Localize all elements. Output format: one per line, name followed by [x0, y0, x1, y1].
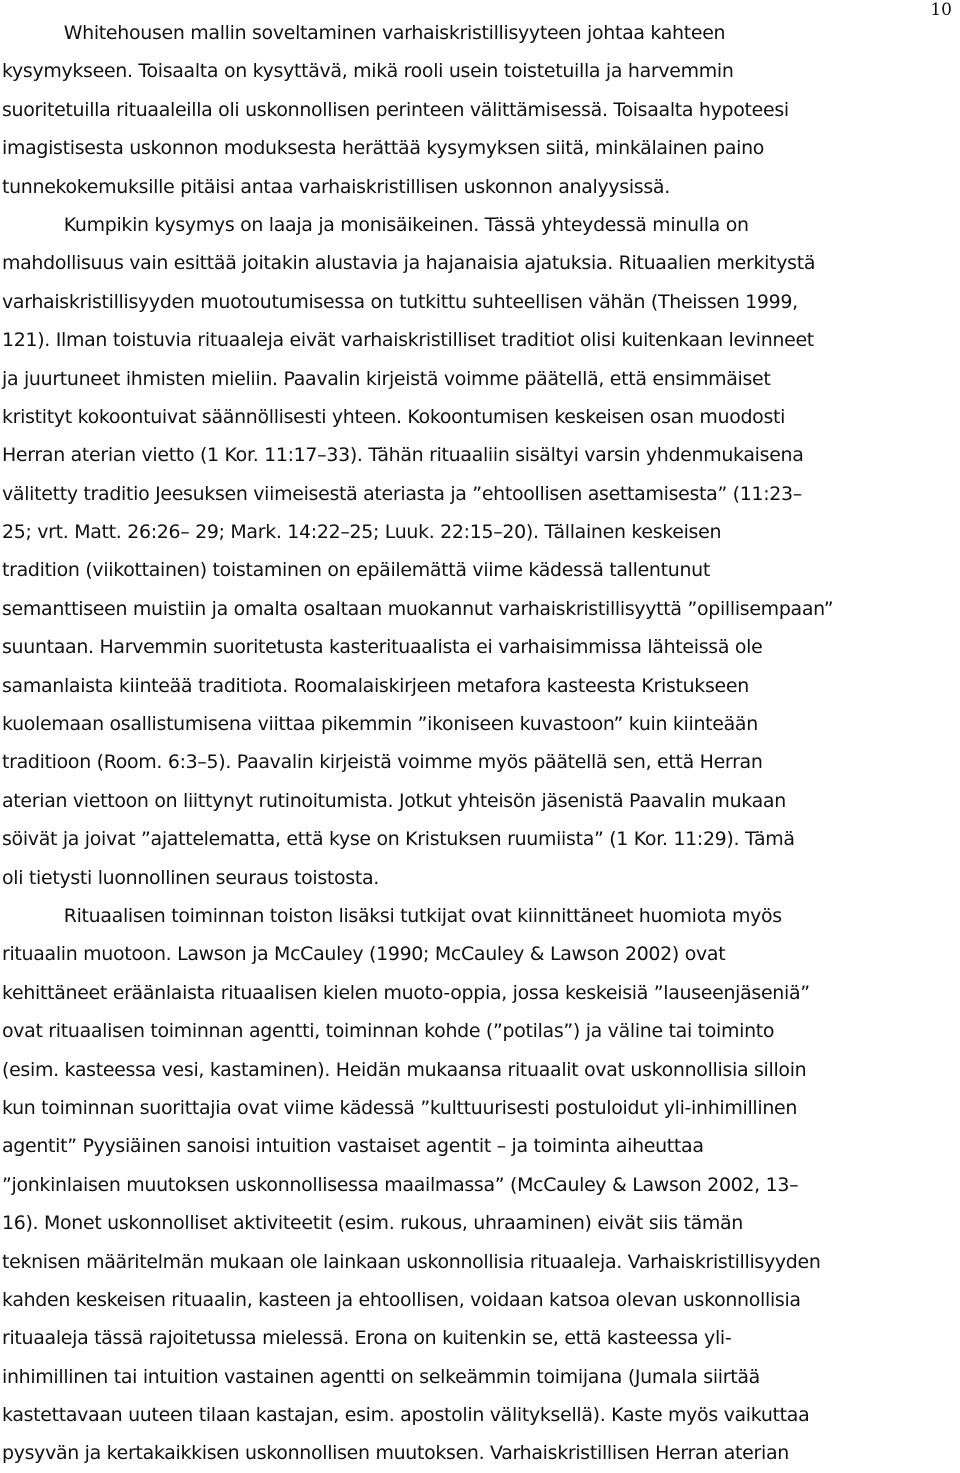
text-line: kastettavaan uuteen tilaan kastajan, esim. apostolin välityksellä). Kaste myös vaikuttaa — [1, 1404, 810, 1427]
text-line: ovat rituaalisen toiminnan agentti, toiminnan kohde (”potilas”) ja väline tai toiminto — [1, 1020, 775, 1043]
page-number: 10 — [930, 0, 952, 20]
text-line: traditioon (Room. 6:3–5). Paavalin kirjeistä voimme myös päätellä sen, että Herran — [1, 751, 763, 774]
text-line: mahdollisuus vain esittää joitakin alustavia ja hajanaisia ajatuksia. Rituaalien merkitystä — [1, 252, 816, 275]
text-line: rituaaleja tässä rajoitetussa mielessä. Erona on kuitenkin se, että kasteessa yli- — [1, 1327, 732, 1350]
text-line: kahden keskeisen rituaalin, kasteen ja ehtoollisen, voidaan katsoa olevan uskonnollisia — [1, 1288, 801, 1311]
text-line: varhaiskristillisyyden muotoutumisessa on tutkittu suhteellisen vähän (Theissen 1999, — [1, 290, 798, 313]
text-line: välitetty traditio Jeesuksen viimeisestä ateriasta ja ”ehtoollisen asettamisesta” (11:23– — [1, 482, 802, 505]
text-line: teknisen määritelmän mukaan ole lainkaan uskonnollisia rituaaleja. Varhaiskristillisyyden — [1, 1250, 821, 1273]
text-line: kristityt kokoontuivat säännöllisesti yhteen. Kokoontumisen keskeisen osan muodosti — [1, 405, 786, 428]
text-line: kysymykseen. Toisaalta on kysyttävä, mikä rooli usein toistetuilla ja harvemmin — [1, 60, 734, 83]
text-line: 121). Ilman toistuvia rituaaleja eivät varhaiskristilliset traditiot olisi kuitenkaan levinneet — [1, 329, 814, 352]
text-line: Whitehousen mallin soveltaminen varhaiskristillisyyteen johtaa kahteen — [63, 22, 726, 44]
text-line: oli tietysti luonnollinen seuraus toistosta. — [1, 866, 380, 889]
text-line: (esim. kasteessa vesi, kastaminen). Heidän mukaansa rituaalit ovat uskonnollisia silloin — [1, 1058, 807, 1081]
text-line: agentit” Pyysiäinen sanoisi intuition vastaiset agentit – ja toiminta aiheuttaa — [1, 1135, 704, 1158]
text-line: 25; vrt. Matt. 26:26– 29; Mark. 14:22–25; Luuk. 22:15–20). Tällainen keskeisen — [1, 521, 722, 544]
text-line: samanlaista kiinteää traditiota. Roomalaiskirjeen metafora kasteesta Kristukseen — [1, 674, 749, 697]
text-line: Kumpikin kysymys on laaja ja monisäikeinen. Tässä yhteydessä minulla on — [63, 213, 749, 236]
text-line: tradition (viikottainen) toistaminen on epäilemättä viime kädessä tallentunut — [1, 559, 710, 582]
text-line: rituaalin muotoon. Lawson ja McCauley (1990; McCauley & Lawson 2002) ovat — [1, 943, 726, 966]
text-line: suuntaan. Harvemmin suoritetusta kasterituaalista ei varhaisimmissa lähteissä ole — [1, 636, 763, 659]
text-line: tunnekokemuksille pitäisi antaa varhaiskristillisen uskonnon analyysissä. — [1, 175, 670, 198]
text-line: inhimillinen tai intuition vastainen agentti on selkeämmin toimijana (Jumala siirtää — [1, 1365, 760, 1388]
text-line: 16). Monet uskonnolliset aktiviteetit (esim. rukous, uhraaminen) eivät siis tämän — [1, 1212, 744, 1235]
text-line: pysyvän ja kertakaikkisen uskonnollisen muutoksen. Varhaiskristillisen Herran aterian — [1, 1442, 789, 1465]
document-body — [0, 14, 960, 1473]
text-line: kuolemaan osallistumisena viittaa pikemmin ”ikoniseen kuvastoon” kuin kiinteään — [1, 713, 758, 736]
text-line: ”jonkinlaisen muutoksen uskonnollisessa maailmassa” (McCauley & Lawson 2002, 13– — [1, 1173, 799, 1196]
text-line: imagistisesta uskonnon moduksesta herättää kysymyksen siitä, minkälainen paino — [1, 137, 765, 160]
text-line: Rituaalisen toiminnan toiston lisäksi tutkijat ovat kiinnittäneet huomiota myös — [63, 904, 782, 927]
text-line: kun toiminnan suorittajia ovat viime kädessä ”kulttuurisesti postuloidut yli-inhimillinen — [1, 1096, 798, 1119]
text-line: Herran aterian vietto (1 Kor. 11:17–33). Tähän rituaaliin sisältyi varsin yhdenmukaisena — [1, 444, 804, 467]
text-line: aterian viettoon on liittynyt rutinoitumista. Jotkut yhteisön jäsenistä Paavalin mukaan — [1, 789, 786, 812]
text-line: kehittäneet eräänlaista rituaalisen kielen muoto-oppia, jossa keskeisiä ”lauseenjäseniä” — [1, 981, 810, 1004]
text-line: söivät ja joivat ”ajattelematta, että kyse on Kristuksen ruumiista” (1 Kor. 11:29). Tämä — [1, 828, 795, 851]
text-line: suoritetuilla rituaaleilla oli uskonnollisen perinteen välittämisessä. Toisaalta hypoteesi — [1, 98, 789, 121]
text-line: semanttiseen muistiin ja omalta osaltaan muokannut varhaiskristillisyyttä ”opillisempaan” — [1, 597, 834, 620]
text-line: ja juurtuneet ihmisten mieliin. Paavalin kirjeistä voimme päätellä, että ensimmäiset — [1, 367, 771, 390]
